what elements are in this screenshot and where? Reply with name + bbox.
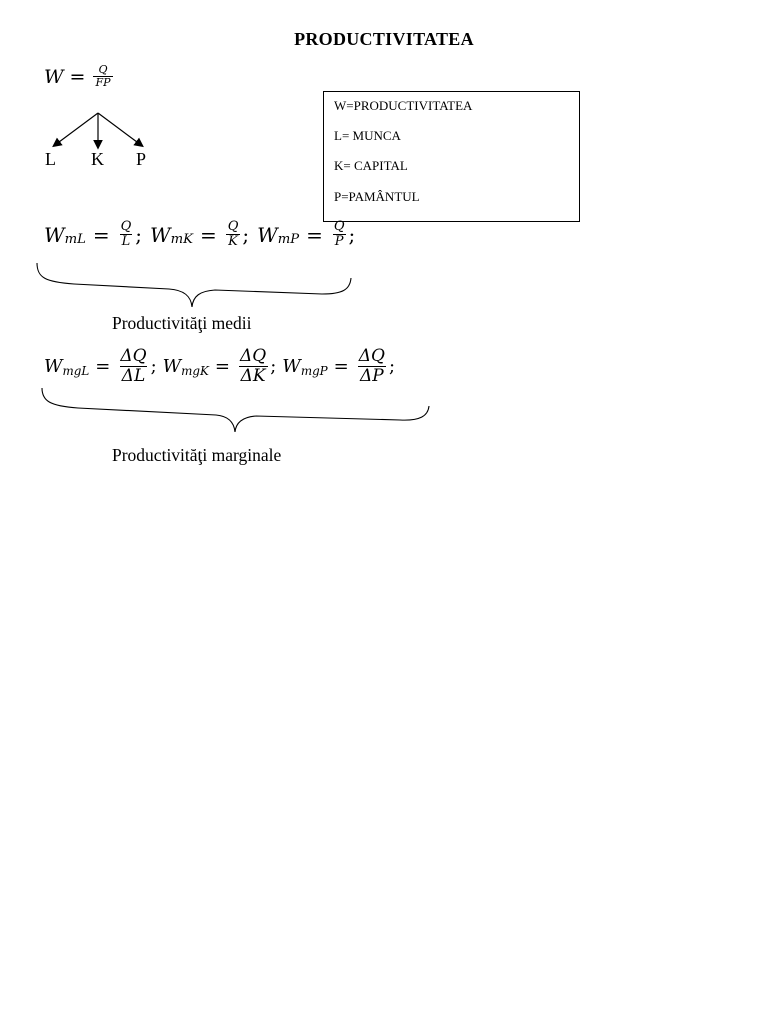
wmp-numerator: Q bbox=[333, 219, 345, 234]
wmp-denominator: P bbox=[334, 234, 344, 250]
wmgk-fraction bbox=[238, 347, 268, 386]
average-formulas bbox=[44, 220, 355, 250]
wmgl-separator: ; bbox=[150, 356, 157, 378]
wml-separator: ; bbox=[135, 223, 143, 248]
wml-fraction bbox=[119, 220, 134, 250]
wmgk-separator: ; bbox=[270, 356, 277, 378]
factor-p: P bbox=[136, 149, 147, 169]
factor-k: K bbox=[91, 149, 104, 169]
wmk-numerator: Q bbox=[227, 219, 239, 234]
wmgk-denominator: ΔK bbox=[240, 365, 266, 386]
legend-item-p: P=PAMÂNTUL bbox=[334, 189, 420, 204]
main-formula-fraction bbox=[93, 64, 112, 90]
wml-equals: = bbox=[92, 223, 110, 248]
factor-l: L bbox=[45, 149, 56, 169]
marginal-caption: Productivităţi marginale bbox=[112, 445, 282, 465]
marginal-brace bbox=[38, 385, 434, 437]
wmgl-symbol: W bbox=[44, 356, 63, 378]
wmp-fraction bbox=[332, 220, 347, 250]
page-title: PRODUCTIVITATEA bbox=[294, 29, 474, 49]
wmk-symbol: W bbox=[150, 223, 171, 248]
wmgl-subscript: mgL bbox=[62, 363, 90, 378]
wmk-subscript: mK bbox=[170, 232, 193, 248]
main-formula bbox=[44, 64, 115, 90]
wmgl-equals: = bbox=[95, 356, 111, 378]
wmk-separator: ; bbox=[242, 223, 250, 248]
wmgk-equals: = bbox=[214, 356, 230, 378]
wmp-symbol: W bbox=[257, 223, 278, 248]
wml-numerator: Q bbox=[120, 219, 132, 234]
legend-item-l: L= MUNCA bbox=[334, 128, 401, 143]
wmp-separator: ; bbox=[348, 223, 356, 248]
wmgl-fraction bbox=[118, 347, 148, 386]
wml-subscript: mL bbox=[64, 232, 86, 248]
wmp-equals: = bbox=[306, 223, 323, 248]
main-formula-equals: = bbox=[69, 65, 86, 88]
main-formula-numerator: Q bbox=[98, 63, 108, 76]
wmk-denominator: K bbox=[228, 234, 238, 250]
wml-denominator: L bbox=[121, 234, 131, 250]
wmk-equals: = bbox=[199, 223, 217, 248]
wmgp-symbol: W bbox=[282, 356, 301, 378]
legend-item-k: K= CAPITAL bbox=[334, 158, 408, 173]
marginal-formulas bbox=[44, 347, 395, 386]
wmgk-subscript: mgK bbox=[181, 363, 209, 378]
wmk-fraction bbox=[226, 220, 241, 250]
main-formula-lhs: W bbox=[44, 65, 64, 88]
arrow-to-p bbox=[98, 113, 141, 145]
arrow-to-l bbox=[55, 113, 98, 145]
wmgp-denominator: ΔP bbox=[360, 365, 384, 386]
wmgp-separator: ; bbox=[388, 356, 396, 378]
average-brace bbox=[34, 260, 356, 312]
wmp-subscript: mP bbox=[277, 232, 300, 248]
wmgk-numerator: ΔQ bbox=[240, 346, 267, 366]
wmgl-denominator: ΔL bbox=[121, 365, 146, 386]
wmgp-equals: = bbox=[333, 356, 349, 378]
legend-box bbox=[323, 91, 580, 222]
wmgp-fraction bbox=[357, 347, 387, 386]
wmgp-subscript: mgP bbox=[300, 363, 328, 378]
wml-symbol: W bbox=[44, 223, 65, 248]
wmgl-numerator: ΔQ bbox=[120, 346, 147, 366]
wmgp-numerator: ΔQ bbox=[358, 346, 385, 366]
main-formula-denominator: FP bbox=[95, 76, 111, 90]
wmgk-symbol: W bbox=[162, 356, 182, 378]
average-caption: Productivităţi medii bbox=[112, 313, 252, 333]
legend-item-w: W=PRODUCTIVITATEA bbox=[334, 98, 473, 113]
